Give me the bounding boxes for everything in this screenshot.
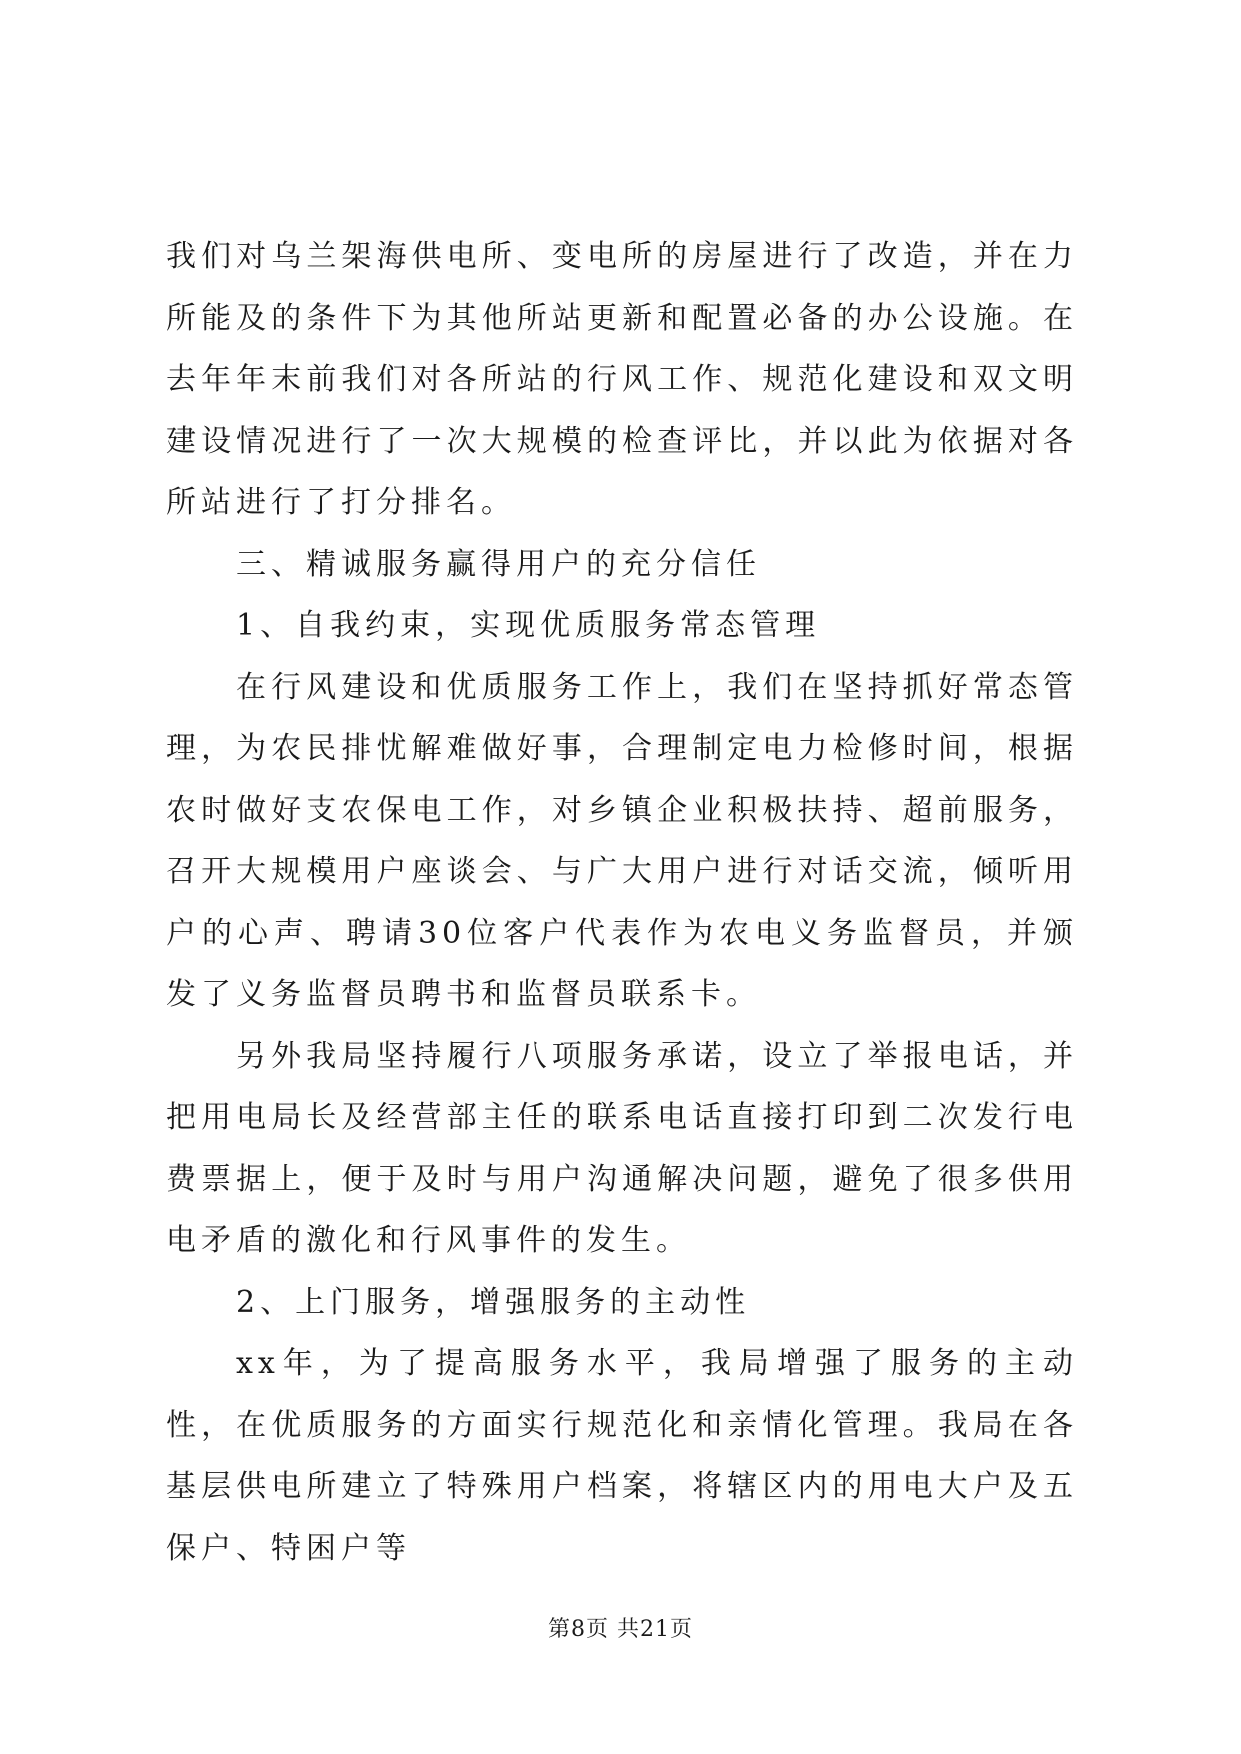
heading-section-three: 三、精诚服务赢得用户的充分信任 [236, 546, 761, 582]
paragraph-routine-management: 在行风建设和优质服务工作上，我们在坚持抓好常态管理，为农民排忧解难做好事，合理制定电力检修时间，根据农时做好支农保电工作，对乡镇企业积极扶持、超前服务，召开大规模用户座谈会、与广大用户进行对话交流，倾听用户的心声、聘请30位客户代表作为农电义务监督员，并颁发了义务监督员聘书和监督员联系卡。 [166, 669, 1078, 1012]
paragraph-renovation: 我们对乌兰架海供电所、变电所的房屋进行了改造，并在力所能及的条件下为其他所站更新和配置必备的办公设施。在去年年末前我们对各所站的行风工作、规范化建设和双文明建设情况进行了一次大规模的检查评比，并以此为依据对各所站进行了打分排名。 [166, 239, 1078, 520]
subheading-door-to-door-service: 2、上门服务，增强服务的主动性 [236, 1284, 751, 1320]
paragraph-service-initiative: xx年，为了提高服务水平，我局增强了服务的主动性，在优质服务的方面实行规范化和亲情化管理。我局在各基层供电所建立了特殊用户档案，将辖区内的用电大户及五保户、特困户等 [166, 1346, 1078, 1566]
page-number-footer: 第8页 共21页 [548, 1617, 693, 1642]
paragraph-service-commitments: 另外我局坚持履行八项服务承诺，设立了举报电话，并把用电局长及经营部主任的联系电话直接打印到二次发行电费票据上，便于及时与用户沟通解决问题，避免了很多供用电矛盾的激化和行风事件的发生。 [166, 1038, 1078, 1258]
subheading-self-discipline: 1、自我约束，实现优质服务常态管理 [236, 608, 821, 643]
document-body [166, 226, 1078, 1579]
